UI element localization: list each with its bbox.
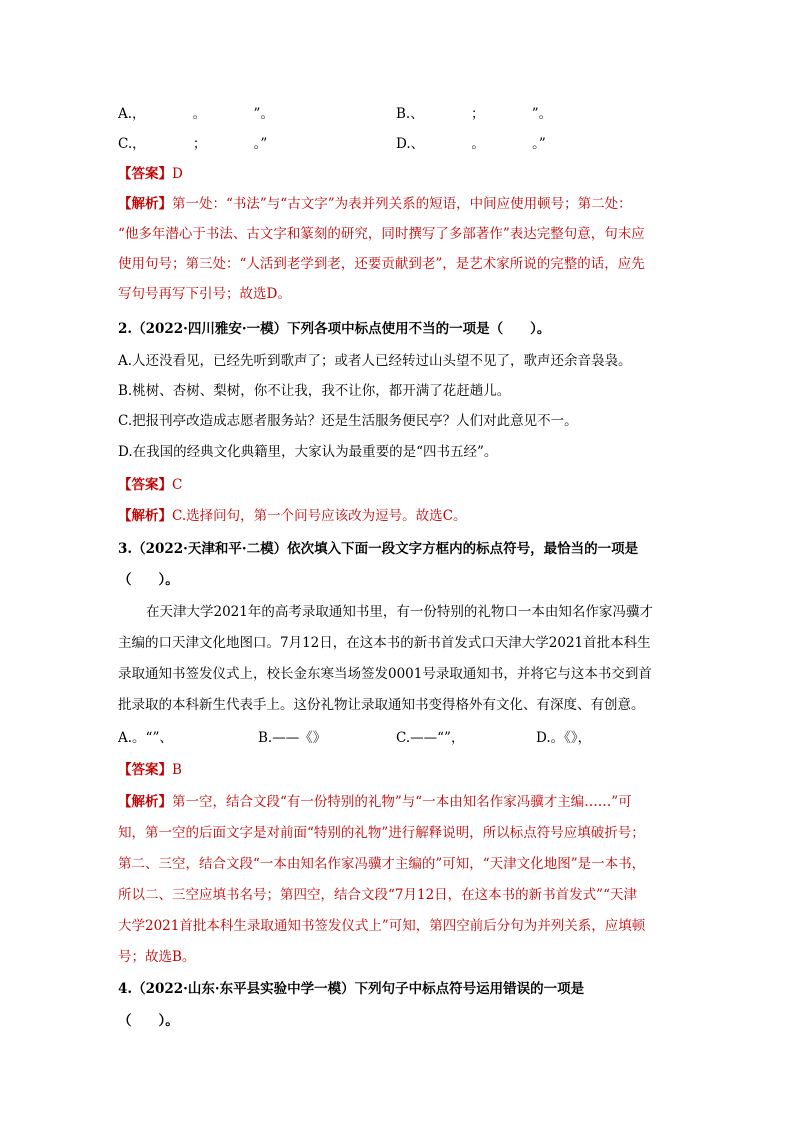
q3-passage-line1: 在天津大学2021年的高考录取通知书里，有一份特别的礼物口一本由知名作家冯骥才 bbox=[146, 604, 653, 620]
q1-option-d: D.、 。 。” bbox=[396, 136, 546, 152]
q2-option-c: C.把报刊亭改造成志愿者服务站？还是生活服务便民亭？人们对此意见不一。 bbox=[118, 413, 578, 429]
q2-stem: 2.（2022·四川雅安·一模）下列各项中标点使用不当的一项是（ ）。 bbox=[118, 321, 551, 337]
q3-option-c: C.——“”， bbox=[396, 730, 465, 746]
q1-option-c: C.， ； 。” bbox=[118, 136, 268, 152]
q1-option-a: A.， 。 ”。 bbox=[118, 106, 274, 122]
q2-option-a: A.人还没看见，已经先听到歌声了；或者人已经转过山头望不见了，歌声还余音袅袅。 bbox=[118, 353, 632, 369]
q3-analysis-line5: 大学2021首批本科生录取通知书签发仪式上”可知，第四空前后分句为并列关系，应填顿 bbox=[118, 918, 646, 934]
q3-passage-line2: 主编的口天津文化地图口。7月12日，在这本书的新书首发式口天津大学2021首批本科生 bbox=[118, 635, 651, 651]
q3-analysis-line1: 【解析】第一空，结合文段“有一份特别的礼物”与“一本由知名作家冯骥才主编……”可 bbox=[118, 794, 632, 810]
q3-analysis-line3: 第二、三空，结合文段“一本由知名作家冯骥才主编的”可知，“天津文化地图”是一本书， bbox=[118, 856, 646, 872]
q1-option-b: B.、 ； ”。 bbox=[396, 106, 553, 122]
q1-analysis-line1: 【解析】第一处：“书法”与“古文字”为表并列关系的短语，中间应使用顿号；第二处： bbox=[118, 196, 632, 212]
q3-option-b: B.——《》 bbox=[258, 730, 327, 746]
q1-answer bbox=[118, 163, 183, 185]
q3-option-a: A.。“”、 bbox=[118, 730, 173, 746]
q1-analysis-line4: 写句号再写下引号；故选D。 bbox=[118, 286, 291, 302]
q4-stem-line1: 4.（2022·山东·东平县实验中学一模）下列句子中标点符号运用错误的一项是 bbox=[118, 981, 585, 997]
analysis-tag: 【解析】 bbox=[118, 196, 172, 212]
q3-stem-line1: 3.（2022·天津和平·二模）依次填入下面一段文字方框内的标点符号，最恰当的一项是 bbox=[118, 541, 639, 557]
q2-answer: 【答案】C bbox=[118, 477, 183, 493]
answer-tag: 【答案】 bbox=[118, 166, 172, 182]
q3-passage-line3: 录取通知书签发仪式上，校长金东寒当场签发0001号录取通知书，并将它与这本书交到首 bbox=[118, 666, 652, 682]
q3-analysis-line2: 知，第一空的后面文字是对前面“特别的礼物”进行解释说明，所以标点符号应填破折号； bbox=[118, 825, 645, 841]
q3-analysis-line6: 号；故选B。 bbox=[118, 949, 196, 965]
q1-analysis-line2: “他多年潜心于书法、古文字和篆刻的研究，同时撰写了多部著作”表达完整句意，句末应 bbox=[118, 226, 645, 242]
q2-option-d: D.在我国的经典文化典籍里，大家认为最重要的是“四书五经”。 bbox=[118, 444, 498, 460]
q4-stem-line2: （ ）。 bbox=[118, 1013, 179, 1029]
q3-passage-line4: 批录取的本科新生代表手上。这份礼物让录取通知书变得格外有文化、有深度、有创意。 bbox=[118, 697, 645, 713]
answer-value: D bbox=[172, 166, 183, 182]
q3-option-d: D.。《》， bbox=[536, 730, 592, 746]
q3-answer: 【答案】B bbox=[118, 762, 182, 778]
q1-analysis-line3: 使用句号；第三处：“人活到老学到老，还要贡献到老”，是艺术家所说的完整的话，应先 bbox=[118, 256, 645, 272]
q2-analysis: 【解析】C.选择问句，第一个问号应该改为逗号。故选C。 bbox=[118, 508, 467, 524]
q2-option-b: B.桃树、杏树、梨树，你不让我，我不让你，都开满了花赶趟儿。 bbox=[118, 383, 511, 399]
q3-analysis-line4: 所以二、三空应填书名号；第四空，结合文段“7月12日，在这本书的新书首发式”“天津 bbox=[118, 887, 637, 903]
q3-stem-line2: （ ）。 bbox=[118, 572, 179, 588]
